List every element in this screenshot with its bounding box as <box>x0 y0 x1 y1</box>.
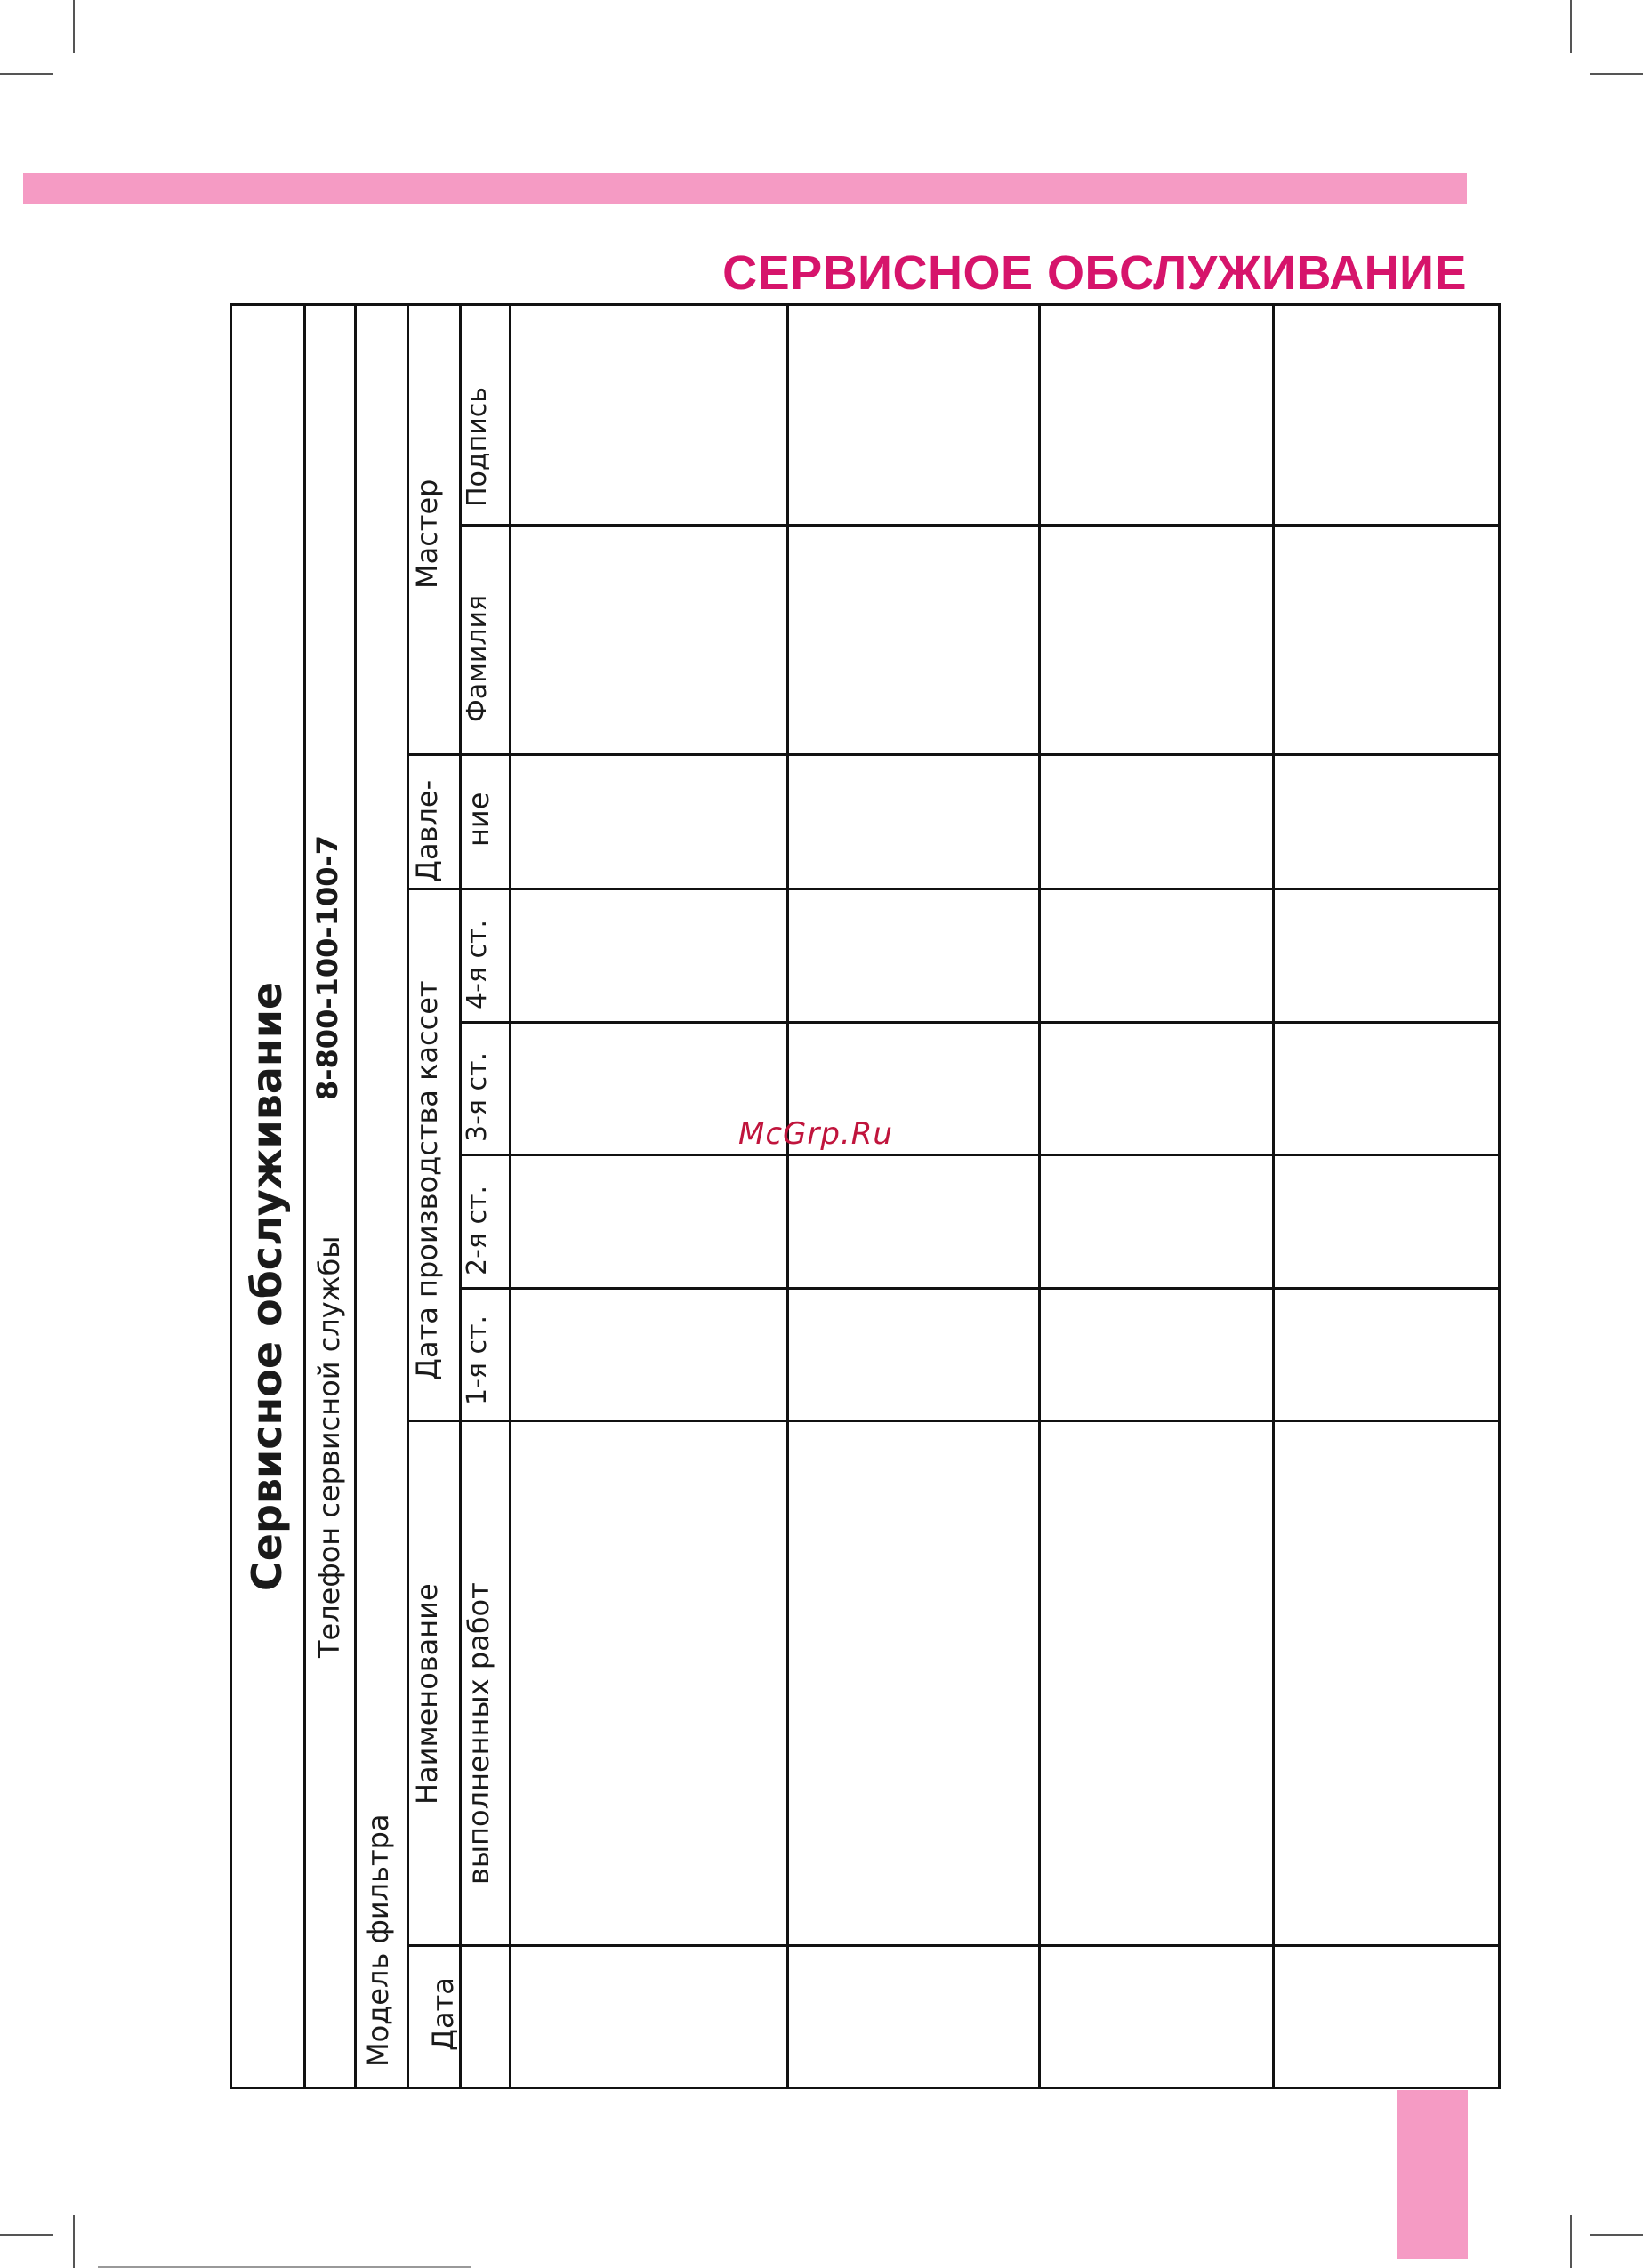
crop-mark <box>73 2215 75 2268</box>
phone-cell <box>303 306 354 2087</box>
record-row[interactable] <box>511 309 786 2084</box>
column-header-work-name: Наименование <box>410 1583 444 1805</box>
grid-line <box>407 306 409 2087</box>
watermark: McGrp.Ru <box>738 1116 893 1152</box>
form-title-cell <box>232 306 303 2087</box>
crop-mark <box>1590 2234 1643 2236</box>
column-header-pressure: Давле- <box>410 779 444 882</box>
column-header-stage-4: 4-я ст. <box>462 919 493 1009</box>
crop-mark <box>1570 0 1572 53</box>
form-title: Сервисное обслуживание <box>243 981 291 1591</box>
page-title: СЕРВИСНОЕ ОБСЛУЖИВАНИЕ <box>722 246 1467 300</box>
column-header-stage-3: 3-я ст. <box>462 1051 493 1142</box>
column-header-work-name-2: выполненных работ <box>462 1582 495 1885</box>
record-row[interactable] <box>1041 309 1272 2084</box>
model-label: Модель фильтра <box>361 1814 395 2067</box>
column-header-master: Мастер <box>410 479 444 589</box>
column-header-pressure-2: ние <box>462 792 495 847</box>
crop-mark <box>0 2234 53 2236</box>
crop-mark <box>0 73 53 75</box>
crop-mark <box>1570 2215 1572 2268</box>
column-header-stage-2: 2-я ст. <box>462 1185 493 1275</box>
column-header-date: Дата <box>426 1977 460 2051</box>
column-header-signature: Подпись <box>462 387 493 507</box>
service-record-form <box>230 303 1501 2089</box>
page-edge-tab <box>1397 2090 1468 2259</box>
record-row[interactable] <box>789 309 1038 2084</box>
phone-label: Телефон сервисной службы <box>312 1235 346 1658</box>
column-header-cassette-date: Дата производства кассет <box>410 980 444 1380</box>
phone-number: 8-800-100-100-7 <box>310 834 344 1100</box>
column-header-stage-1: 1-я ст. <box>462 1315 493 1405</box>
crop-mark <box>1590 73 1643 75</box>
column-header-surname: Фамилия <box>462 594 493 722</box>
crop-mark <box>73 0 75 53</box>
header-accent-bar <box>23 173 1467 204</box>
record-row[interactable] <box>1275 309 1498 2084</box>
model-cell <box>354 306 407 2087</box>
